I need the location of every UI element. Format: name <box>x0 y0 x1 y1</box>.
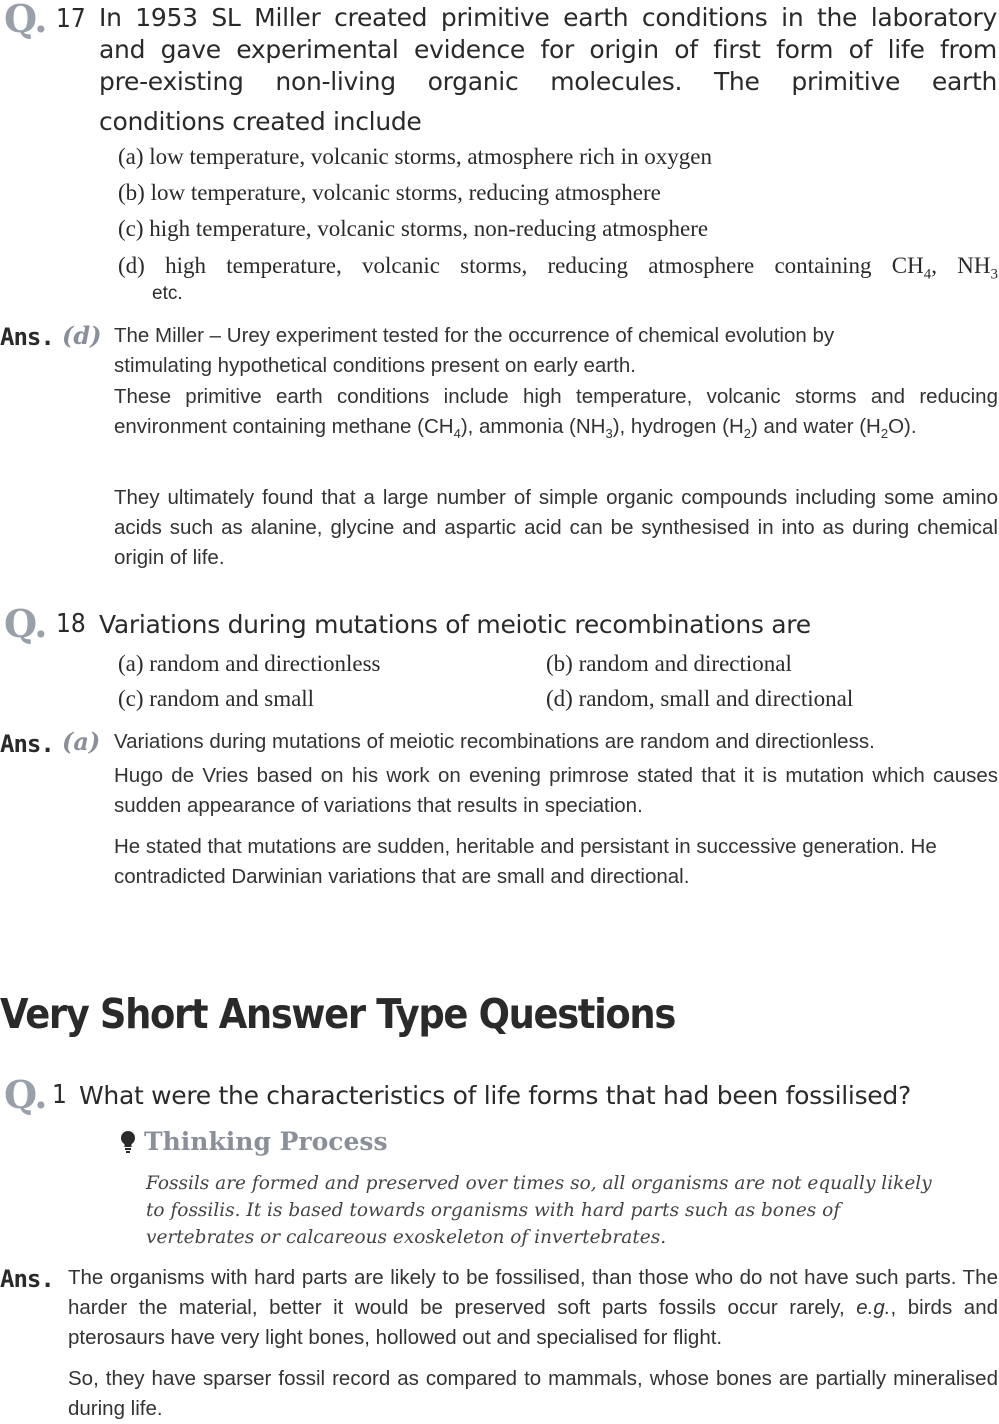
answer-label: Ans. <box>0 730 54 758</box>
question-marker: Q. <box>4 0 47 41</box>
option-a: (a) low temperature, volcanic storms, atmosphere rich in oxygen <box>118 144 712 169</box>
answer-paragraph-3: He stated that mutations are sudden, heritable and persistant in successive generation. He contradicted Darwinian variations that are small and directional. <box>114 835 937 888</box>
answer-paragraph-1: The Miller – Urey experiment tested for the occurrence of chemical evolution by stimulating hypothetical conditions present on early earth. <box>114 324 835 377</box>
answer-label: Ans. <box>0 323 54 351</box>
lightbulb-icon <box>120 1130 136 1154</box>
question-text: Variations during mutations of meiotic recombinations are <box>99 610 811 639</box>
question-number: 17 <box>56 4 86 34</box>
question-text: What were the characteristics of life forms that had been fossilised? <box>79 1081 911 1110</box>
answer-paragraph-2: These primitive earth conditions include high temperature, volcanic storms and reducing environment containing methane $(CH_4)$, ammonia $(NH_3)$, hydrogen $(H_2)$ and water $(H_2O)$. <box>114 385 998 442</box>
question-text: In 1953 SL Miller created primitive earth conditions in the laboratory and gave experimental evidence for origin of first form of life from pre-existing non-living organic molecules. The primitive earth conditions created include <box>99 3 997 136</box>
answer-paragraph-2: So, they have sparser fossil record as compared to mammals, whose bones are partially mineralised during life. <box>68 1367 998 1420</box>
option-d: (d) high temperature, volcanic storms, reducing atmosphere containing $CH_4$, $NH_3$ <box>118 253 998 283</box>
section-title: Very Short Answer Type Questions <box>0 990 675 1038</box>
thinking-process-text: Fossils are formed and preserved over times so, all organisms are not equally likely to fossilis. It is based towards organisms with hard parts such as bones of vertebrates or calcareous exoskeleton of invertebrates. <box>146 1173 932 1248</box>
option-b: (b) low temperature, volcanic storms, reducing atmosphere <box>118 180 661 205</box>
option-c: (c) random and small <box>118 686 315 711</box>
thinking-process-title: Thinking Process <box>144 1127 388 1156</box>
answer-key: (d) <box>62 321 102 350</box>
answer-key: (a) <box>62 727 101 756</box>
option-a: (a) random and directionless <box>118 651 381 676</box>
option-b: (b) random and directional <box>546 651 792 676</box>
eg-abbreviation: e.g. <box>856 1296 891 1319</box>
thinking-process-heading <box>120 1127 388 1156</box>
question-number: 1 <box>52 1080 67 1110</box>
question-marker: Q. <box>4 1072 47 1117</box>
option-d-continued: etc. <box>152 283 183 304</box>
answer-label: Ans. <box>0 1265 54 1293</box>
option-c: (c) high temperature, volcanic storms, non-reducing atmosphere <box>118 216 709 241</box>
answer-paragraph-1: The organisms with hard parts are likely to be fossilised, than those who do not have such parts. The harder the material, better it would be preserved soft parts fossils occur rarely, e.g., birds and pterosaurs have very light bones, hollowed out and specialised for flight. <box>68 1266 999 1349</box>
answer-paragraph-2: Hugo de Vries based on his work on evening primrose stated that it is mutation which causes sudden appearance of variations that results in speciation. <box>114 764 998 817</box>
option-d: (d) random, small and directional <box>546 686 854 711</box>
question-number: 18 <box>56 609 86 639</box>
answer-paragraph-3: They ultimately found that a large number of simple organic compounds including some amino acids such as alanine, glycine and aspartic acid can be synthesised in into as during chemical origin of life. <box>114 486 998 569</box>
answer-paragraph-1: Variations during mutations of meiotic recombinations are random and directionless. <box>114 730 875 753</box>
question-marker: Q. <box>4 601 47 646</box>
